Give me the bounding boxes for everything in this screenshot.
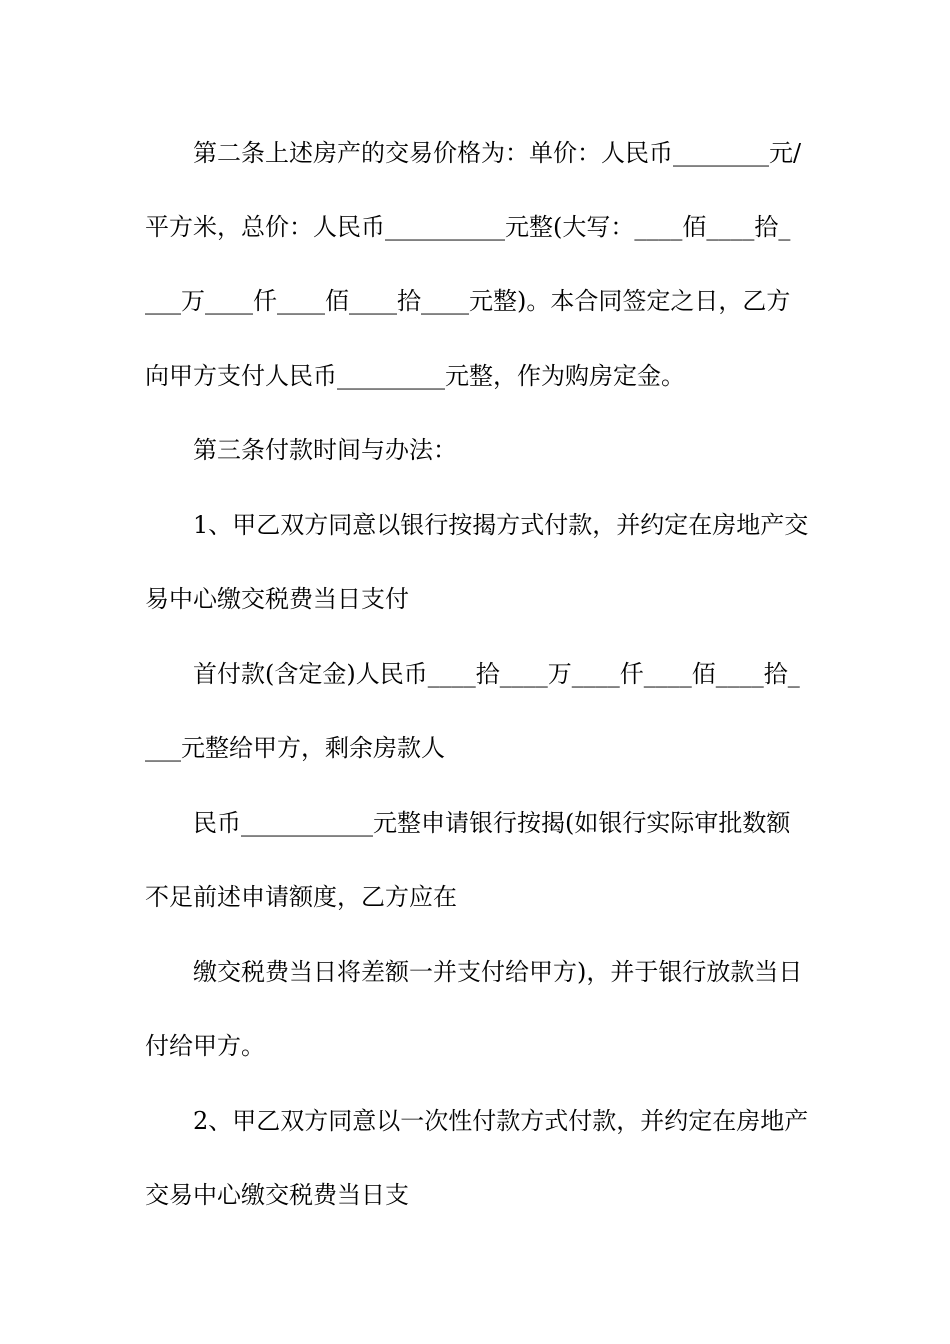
paragraph-clause2-line1: 2、甲乙双方同意以一次性付款方式付款，并约定在房地产 — [193, 1107, 809, 1135]
paragraph-tax-line2: 付给甲方。 — [145, 1032, 265, 1060]
paragraph-article2-line1: 第二条上述房产的交易价格为：单价：人民币________元/ — [193, 139, 802, 167]
paragraph-downpayment-line1: 首付款(含定金)人民币____拾____万____仟____佰____拾_ — [193, 660, 800, 688]
paragraph-article2-line3: ___万____仟____佰____拾____元整)。本合同签定之日，乙方 — [145, 287, 791, 315]
heading-article3: 第三条付款时间与办法： — [193, 436, 457, 464]
paragraph-tax-line1: 缴交税费当日将差额一并支付给甲方)，并于银行放款当日 — [193, 958, 803, 986]
paragraph-article2-line2: 平方米，总价：人民币__________元整(大写：____佰____拾_ — [145, 213, 791, 241]
paragraph-article2-line4: 向甲方支付人民币_________元整，作为购房定金。 — [145, 362, 685, 390]
paragraph-mortgage-line2: 不足前述申请额度，乙方应在 — [145, 883, 457, 911]
paragraph-clause1-line2: 易中心缴交税费当日支付 — [145, 585, 409, 613]
paragraph-clause2-line2: 交易中心缴交税费当日支 — [145, 1181, 409, 1209]
paragraph-mortgage-line1: 民币___________元整申请银行按揭(如银行实际审批数额 — [193, 809, 791, 837]
paragraph-downpayment-line2: ___元整给甲方，剩余房款人 — [145, 734, 445, 762]
paragraph-clause1-line1: 1、甲乙双方同意以银行按揭方式付款，并约定在房地产交 — [193, 511, 809, 539]
